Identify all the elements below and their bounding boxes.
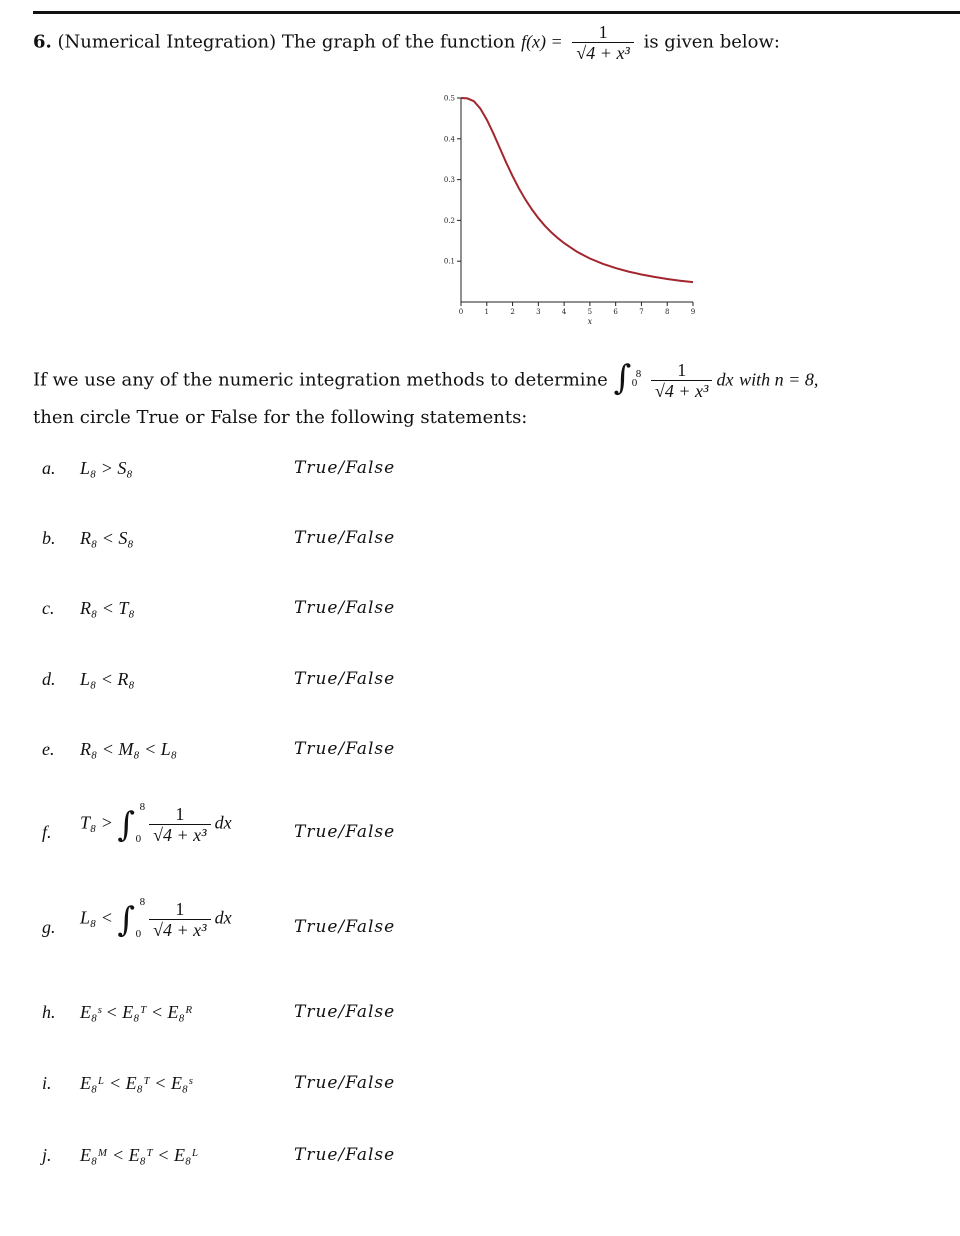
item-letter: h. xyxy=(42,1002,56,1022)
true-false-choice[interactable]: True/False xyxy=(294,917,396,937)
item-letter: c. xyxy=(42,598,55,618)
function-curve xyxy=(461,98,693,282)
function-fraction xyxy=(572,22,633,63)
item-statement xyxy=(80,528,134,549)
integral-dx: dx xyxy=(214,907,232,928)
true-false-choice[interactable]: True/False xyxy=(294,458,396,478)
integrand-denominator: √4 + x³ xyxy=(153,920,207,940)
integral-expression xyxy=(117,800,146,845)
integrand-numerator: 1 xyxy=(149,899,210,920)
y-tick-label: 0.3 xyxy=(443,176,455,185)
integral-sign: ∫ xyxy=(613,358,632,398)
x-tick-label: 3 xyxy=(536,308,541,316)
statement-text: E₈ᴸ < E₈ᵀ < E₈ˢ xyxy=(80,1073,192,1093)
true-false-choice[interactable]: True/False xyxy=(294,1145,396,1165)
integrand-numerator: 1 xyxy=(149,804,210,825)
integral-expression xyxy=(117,895,146,940)
item-letter: b. xyxy=(42,528,56,548)
integral-upper: 8 xyxy=(139,800,146,813)
y-tick-label: 0.4 xyxy=(443,135,455,144)
integral-upper: 8 xyxy=(635,368,642,380)
x-tick-label: 1 xyxy=(484,308,490,316)
true-false-choice[interactable]: True/False xyxy=(294,669,396,689)
item-statement xyxy=(80,800,232,845)
x-tick-label: 4 xyxy=(561,308,567,316)
item-statement xyxy=(80,458,133,479)
true-false-choice[interactable]: True/False xyxy=(294,739,396,759)
true-false-choice[interactable]: True/False xyxy=(294,1073,396,1093)
statement-text: E₈ᴹ < E₈ᵀ < E₈ᴸ xyxy=(80,1145,199,1165)
item-letter: g. xyxy=(42,917,56,937)
integrand-fraction xyxy=(149,899,210,940)
y-tick-label: 0.1 xyxy=(443,257,455,266)
x-tick-label: 2 xyxy=(510,308,515,316)
y-tick-label: 0.2 xyxy=(443,216,455,225)
function-graph xyxy=(425,88,705,328)
statement-text: L₈ < xyxy=(80,907,113,928)
x-tick-label: 0 xyxy=(458,308,464,316)
statement-text: L₈ > S₈ xyxy=(80,458,133,478)
statement-text: E₈ˢ < E₈ᵀ < E₈ᴿ xyxy=(80,1002,193,1022)
item-letter: j. xyxy=(42,1145,52,1165)
integrand-denominator: √4 + x³ xyxy=(153,825,207,845)
y-tick-label: 0.5 xyxy=(443,94,455,103)
question-intro: (Numerical Integration) The graph of the function xyxy=(57,31,516,53)
item-statement xyxy=(80,1002,193,1023)
integrand-denominator: √4 + x³ xyxy=(655,381,709,401)
question-header xyxy=(33,22,780,63)
x-tick-label: 8 xyxy=(664,308,670,316)
integral-expression xyxy=(613,358,642,400)
integral-dx: dx xyxy=(214,812,232,833)
integral-sign: ∫ xyxy=(117,804,136,845)
item-letter: i. xyxy=(42,1073,52,1093)
question-after: is given below: xyxy=(643,31,780,53)
integral-dx: dx xyxy=(716,369,734,390)
integrand-fraction xyxy=(149,804,210,845)
x-tick-label: 7 xyxy=(639,308,644,316)
integral-lower: 0 xyxy=(135,927,142,940)
instructions-text: If we use any of the numeric integration methods to determine xyxy=(33,369,608,391)
question-number: 6. xyxy=(33,31,52,53)
x-axis-label: x xyxy=(587,317,593,326)
x-tick-label: 6 xyxy=(613,308,618,316)
statement-text: T₈ > xyxy=(80,812,113,833)
statement-text: R₈ < S₈ xyxy=(80,528,134,548)
item-statement xyxy=(80,598,135,619)
statement-text: R₈ < M₈ < L₈ xyxy=(80,739,178,759)
function-label: f(x) = xyxy=(521,31,563,52)
integral-upper: 8 xyxy=(139,895,146,908)
function-numerator: 1 xyxy=(572,22,633,43)
true-false-choice[interactable]: True/False xyxy=(294,598,396,618)
item-letter: e. xyxy=(42,739,55,759)
item-letter: f. xyxy=(42,822,52,842)
n-value: with n = 8, xyxy=(739,369,819,390)
item-statement xyxy=(80,895,232,940)
integrand-numerator: 1 xyxy=(651,360,712,381)
integral-lower: 0 xyxy=(631,377,638,389)
true-false-choice[interactable]: True/False xyxy=(294,1002,396,1022)
item-letter: a. xyxy=(42,458,56,478)
item-statement xyxy=(80,1073,192,1094)
true-false-choice[interactable]: True/False xyxy=(294,528,396,548)
item-statement xyxy=(80,1145,198,1166)
instructions-line-1 xyxy=(33,360,933,401)
instructions-line-2: then circle True or False for the following statements: xyxy=(33,407,528,428)
function-denominator: √4 + x³ xyxy=(576,43,630,63)
x-tick-label: 5 xyxy=(587,308,593,316)
top-rule xyxy=(33,11,960,14)
item-statement xyxy=(80,669,135,690)
item-statement xyxy=(80,739,177,760)
integral-sign: ∫ xyxy=(117,899,136,940)
integral-lower: 0 xyxy=(135,832,142,845)
integrand-fraction xyxy=(651,360,712,401)
statement-text: R₈ < T₈ xyxy=(80,598,135,618)
statement-text: L₈ < R₈ xyxy=(80,669,135,689)
instructions-paragraph xyxy=(33,360,933,435)
x-tick-label: 9 xyxy=(690,308,696,316)
item-letter: d. xyxy=(42,669,56,689)
true-false-choice[interactable]: True/False xyxy=(294,822,396,842)
